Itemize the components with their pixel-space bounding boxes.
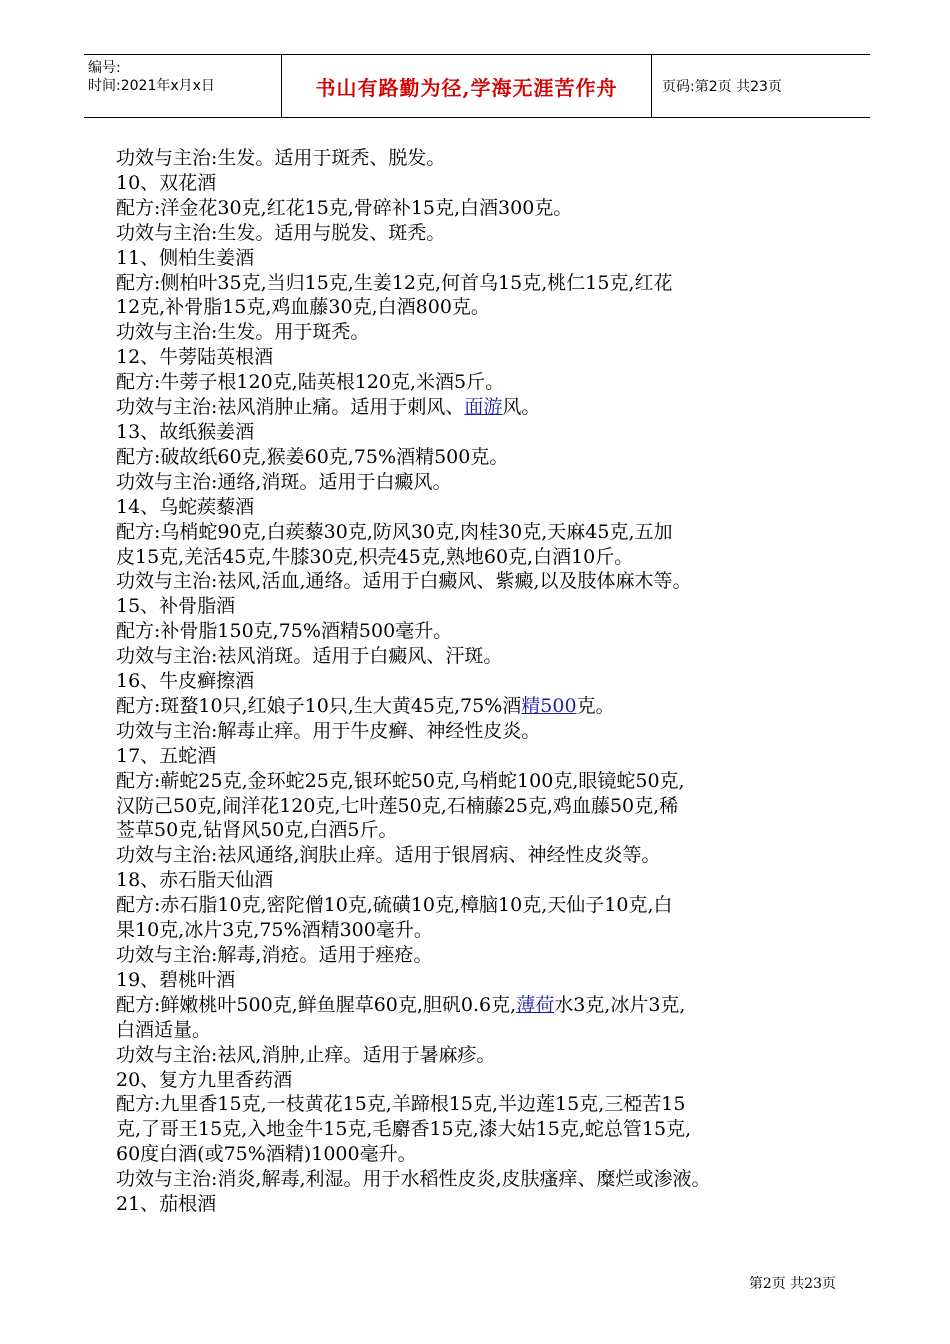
text-segment: 风。 xyxy=(502,396,541,419)
text-segment: 12、牛蒡陆英根酒 xyxy=(116,346,274,369)
text-segment: 配方:洋金花30克,红花15克,骨碎补15克,白酒300克。 xyxy=(116,196,573,219)
text-line xyxy=(116,794,846,819)
text-line xyxy=(116,196,846,221)
text-line xyxy=(116,470,846,495)
text-segment: 功效与主治:祛风通络,润肤止痒。适用于银屑病、神经性皮炎等。 xyxy=(116,844,661,867)
text-line xyxy=(116,520,846,545)
text-segment: 汉防己50克,闹洋花120克,七叶莲50克,石楠藤25克,鸡血藤50克,稀 xyxy=(116,794,679,817)
document-number-label: 编号: xyxy=(88,60,121,76)
text-line xyxy=(116,943,846,968)
text-segment: 配方:乌梢蛇90克,白蒺藜30克,防风30克,肉桂30克,天麻45克,五加 xyxy=(116,520,673,543)
text-segment: 水3克,冰片3克, xyxy=(554,993,686,1016)
text-segment: 白酒适量。 xyxy=(116,1018,212,1041)
text-line xyxy=(116,1043,846,1068)
inline-link[interactable]: 精500 xyxy=(521,694,577,717)
text-segment: 配方:破故纸60克,猴姜60克,75%酒精500克。 xyxy=(116,445,509,468)
document-time-label: 时间:2021年x月x日 xyxy=(88,78,215,94)
page-header xyxy=(84,54,870,118)
text-segment: 克,了哥王15克,入地金牛15克,毛麝香15克,漆大姑15克,蛇总管15克, xyxy=(116,1118,692,1141)
text-line xyxy=(116,843,846,868)
text-segment: 14、乌蛇蒺藜酒 xyxy=(116,495,255,518)
text-line xyxy=(116,1018,846,1043)
text-line xyxy=(116,744,846,769)
text-line xyxy=(116,271,846,296)
text-line xyxy=(116,370,846,395)
text-segment: 克。 xyxy=(576,694,615,717)
inline-link[interactable]: 面游 xyxy=(464,396,503,419)
text-line xyxy=(116,968,846,993)
page-footer: 第2页 共23页 xyxy=(748,1276,836,1292)
text-line xyxy=(116,1192,846,1217)
text-segment: 15、补骨脂酒 xyxy=(116,595,236,618)
text-line xyxy=(116,619,846,644)
text-segment: 果10克,冰片3克,75%酒精300毫升。 xyxy=(116,919,433,942)
text-segment: 配方:赤石脂10克,密陀僧10克,硫磺10克,樟脑10克,天仙子10克,白 xyxy=(116,894,673,917)
text-line xyxy=(116,594,846,619)
text-segment: 功效与主治:解毒,消疮。适用于痤疮。 xyxy=(116,944,433,966)
text-segment: 功效与主治:生发。用于斑秃。 xyxy=(116,321,370,344)
text-segment: 功效与主治:生发。适用于斑秃、脱发。 xyxy=(116,147,446,169)
text-segment: 19、碧桃叶酒 xyxy=(116,968,236,991)
text-segment: 皮15克,羌活45克,牛膝30克,枳壳45克,熟地60克,白酒10斤。 xyxy=(116,545,634,568)
text-line xyxy=(116,694,846,719)
text-segment: 功效与主治:祛风,活血,通络。适用于白癜风、紫癜,以及肢体麻木等。 xyxy=(116,570,692,593)
header-meta xyxy=(84,55,282,117)
text-segment: 配方:九里香15克,一枝黄花15克,羊蹄根15克,半边莲15克,三椏苦15 xyxy=(116,1093,686,1116)
text-line xyxy=(116,868,846,893)
text-line xyxy=(116,1092,846,1117)
document-body xyxy=(116,146,846,1217)
header-motto: 书山有路勤为径,学海无涯苦作舟 xyxy=(282,55,652,117)
text-line xyxy=(116,395,846,420)
text-line xyxy=(116,993,846,1018)
text-segment: 17、五蛇酒 xyxy=(116,744,217,767)
text-segment: 莶草50克,钻肾风50克,白酒5斤。 xyxy=(116,819,398,842)
text-segment: 配方:牛蒡子根120克,陆英根120克,米酒5斤。 xyxy=(116,371,505,394)
text-line xyxy=(116,1142,846,1167)
text-segment: 功效与主治:生发。适用与脱发、斑秃。 xyxy=(116,221,446,244)
text-line xyxy=(116,246,846,271)
text-segment: 功效与主治:祛风,消肿,止痒。适用于暑麻疹。 xyxy=(116,1043,496,1066)
text-segment: 功效与主治:解毒止痒。用于牛皮癣、神经性皮炎。 xyxy=(116,719,541,742)
text-segment: 21、茄根酒 xyxy=(116,1193,217,1216)
text-segment: 配方:蕲蛇25克,金环蛇25克,银环蛇50克,乌梢蛇100克,眼镜蛇50克, xyxy=(116,769,685,792)
text-segment: 配方:斑蝥10只,红娘子10只,生大黄45克,75%酒 xyxy=(116,694,522,717)
text-line xyxy=(116,345,846,370)
text-line xyxy=(116,644,846,669)
text-segment: 16、牛皮癣擦酒 xyxy=(116,670,255,693)
text-segment: 功效与主治:通络,消斑。适用于白癜风。 xyxy=(116,470,452,493)
text-segment: 11、侧柏生姜酒 xyxy=(116,246,255,269)
text-line xyxy=(116,495,846,520)
text-segment: 13、故纸猴姜酒 xyxy=(116,420,255,443)
text-segment: 20、复方九里香药酒 xyxy=(116,1068,293,1091)
text-line xyxy=(116,893,846,918)
text-segment: 配方:补骨脂150克,75%酒精500毫升。 xyxy=(116,620,453,643)
text-line xyxy=(116,146,846,171)
text-line xyxy=(116,320,846,345)
text-line xyxy=(116,769,846,794)
text-line xyxy=(116,295,846,320)
inline-link[interactable]: 薄荷 xyxy=(516,993,555,1016)
text-segment: 配方:侧柏叶35克,当归15克,生姜12克,何首乌15克,桃仁15克,红花 xyxy=(116,271,673,294)
text-line xyxy=(116,669,846,694)
text-line xyxy=(116,171,846,196)
text-segment: 功效与主治:祛风消肿止痛。适用于刺风、 xyxy=(116,396,465,419)
text-line xyxy=(116,1068,846,1093)
text-segment: 18、赤石脂天仙酒 xyxy=(116,869,274,892)
text-segment: 12克,补骨脂15克,鸡血藤30克,白酒800克。 xyxy=(116,296,490,319)
text-line xyxy=(116,818,846,843)
text-line xyxy=(116,1167,846,1192)
text-line xyxy=(116,569,846,594)
header-page-info: 页码:第2页 共23页 xyxy=(662,79,782,95)
text-segment: 功效与主治:祛风消斑。适用于白癜风、汗斑。 xyxy=(116,645,503,668)
text-line xyxy=(116,221,846,246)
text-line xyxy=(116,1117,846,1142)
text-line xyxy=(116,918,846,943)
text-line xyxy=(116,545,846,570)
text-segment: 60度白酒(或75%酒精)1000毫升。 xyxy=(116,1143,417,1166)
text-line xyxy=(116,420,846,445)
text-segment: 10、双花酒 xyxy=(116,171,217,194)
text-line xyxy=(116,445,846,470)
text-segment: 配方:鲜嫩桃叶500克,鲜鱼腥草60克,胆矾0.6克, xyxy=(116,993,517,1016)
text-segment: 功效与主治:消炎,解毒,利湿。用于水稻性皮炎,皮肤瘙痒、糜烂或渗液。 xyxy=(116,1168,711,1191)
text-line xyxy=(116,719,846,744)
